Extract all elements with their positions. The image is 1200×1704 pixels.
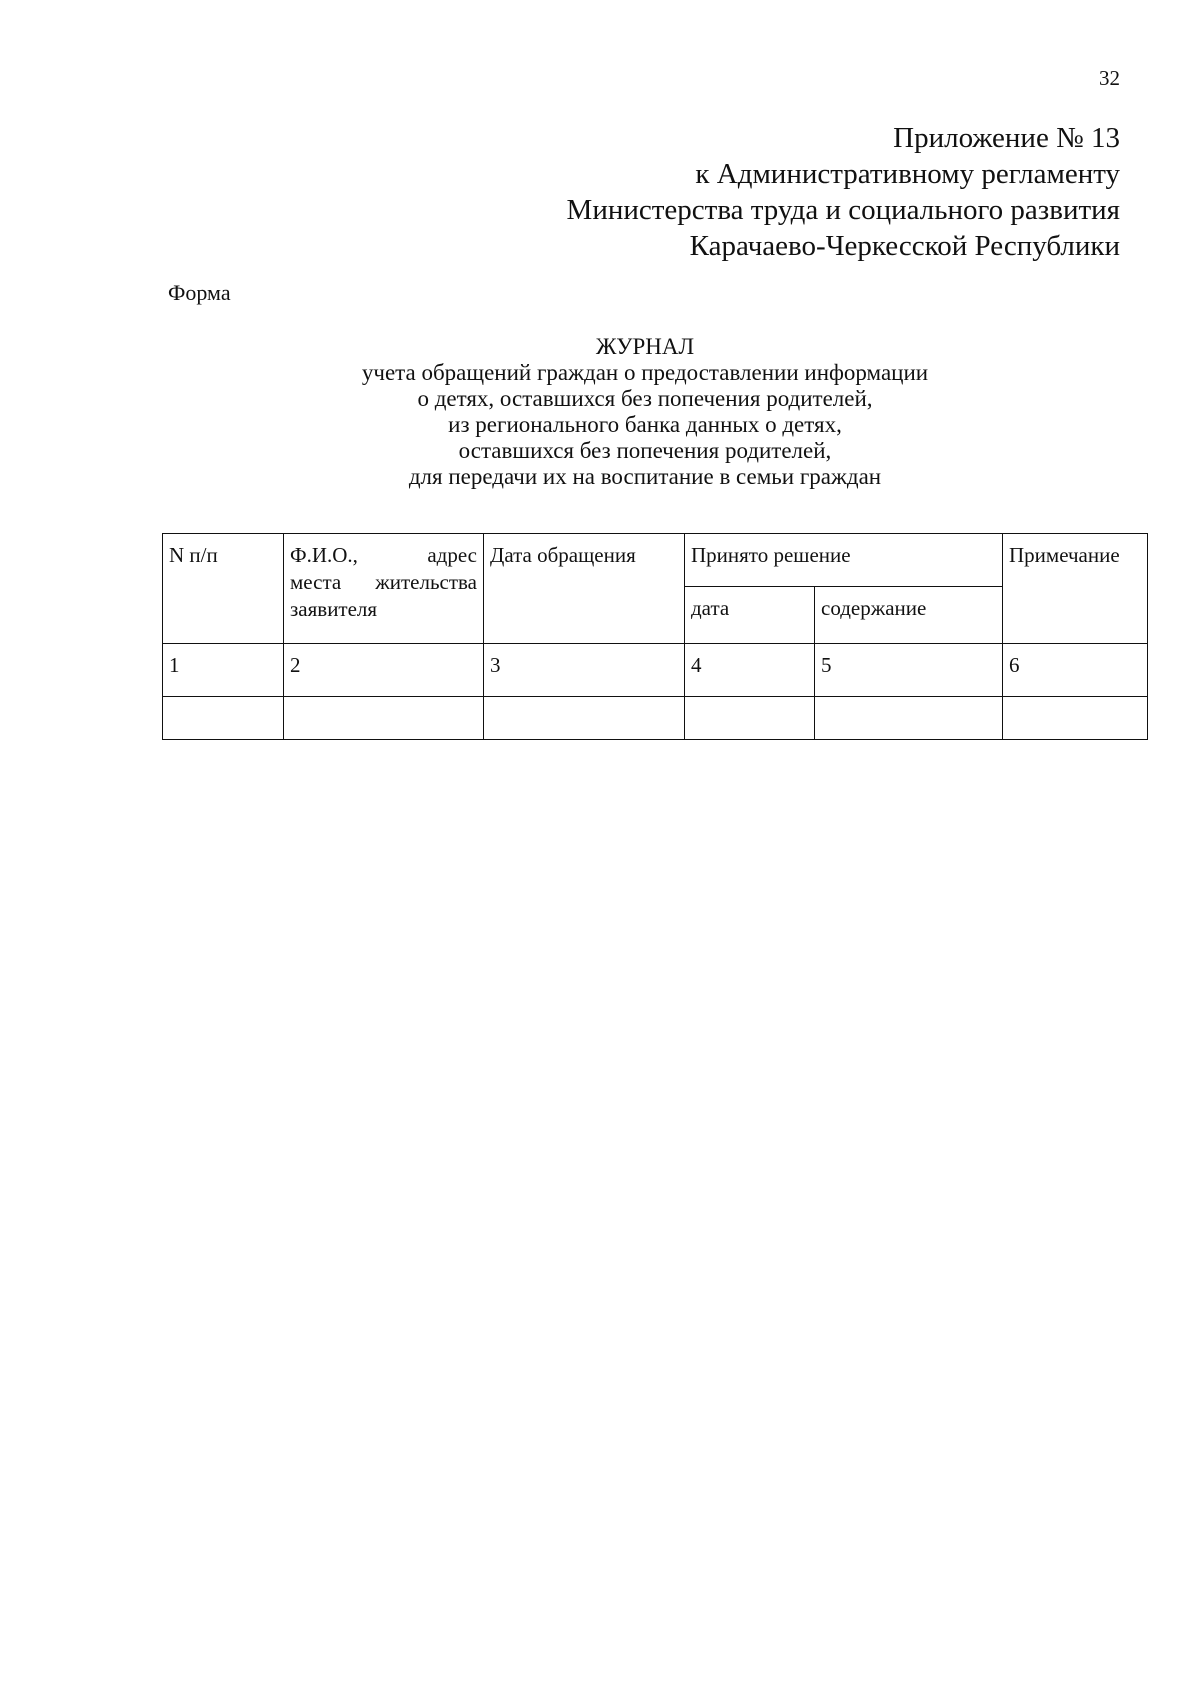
journal-subtitle-line: оставшихся без попечения родителей, [458,438,832,463]
empty-cell [284,697,484,740]
empty-cell [815,697,1003,740]
journal-table [162,533,1148,740]
journal-title-block [150,334,1140,490]
fio-line: Ф.И.О., адрес [290,543,477,567]
column-number-cell: 1 [163,644,284,697]
column-number-cell: 2 [284,644,484,697]
header-cell-num: N п/п [163,534,284,644]
header-cell-decision-date: дата [685,587,815,644]
appendix-header [567,120,1120,264]
journal-title: ЖУРНАЛ [595,334,695,359]
appendix-line: к Административному регламенту [695,158,1120,190]
journal-subtitle-line: о детях, оставшихся без попечения родителей, [417,386,873,411]
journal-subtitle-line: учета обращений граждан о предоставлении информации [361,360,929,385]
fio-line: места жительства [290,570,477,594]
column-number-cell: 6 [1003,644,1148,697]
header-cell-decision-content: содержание [815,587,1003,644]
empty-cell [685,697,815,740]
header-cell-note: Примечание [1003,534,1148,644]
appendix-line: Карачаево-Черкесской Республики [689,230,1120,262]
column-number-cell: 3 [484,644,685,697]
page-number: 32 [1099,66,1120,90]
appendix-line: Приложение № 13 [893,122,1120,154]
empty-cell [1003,697,1148,740]
empty-cell [484,697,685,740]
fio-line: заявителя [290,597,378,621]
header-cell-fio [284,534,484,644]
appendix-line: Министерства труда и социального развития [566,194,1120,226]
form-label: Форма [168,280,231,305]
journal-subtitle-line: из регионального банка данных о детях, [448,412,842,437]
header-cell-decision: Принято решение [685,534,1003,587]
table-header-row [163,534,1148,587]
column-number-cell: 4 [685,644,815,697]
journal-subtitle-line: для передачи их на воспитание в семьи граждан [408,464,882,489]
column-number-row [163,644,1148,697]
empty-cell [163,697,284,740]
header-cell-date: Дата обращения [484,534,685,644]
table-row [163,697,1148,740]
column-number-cell: 5 [815,644,1003,697]
